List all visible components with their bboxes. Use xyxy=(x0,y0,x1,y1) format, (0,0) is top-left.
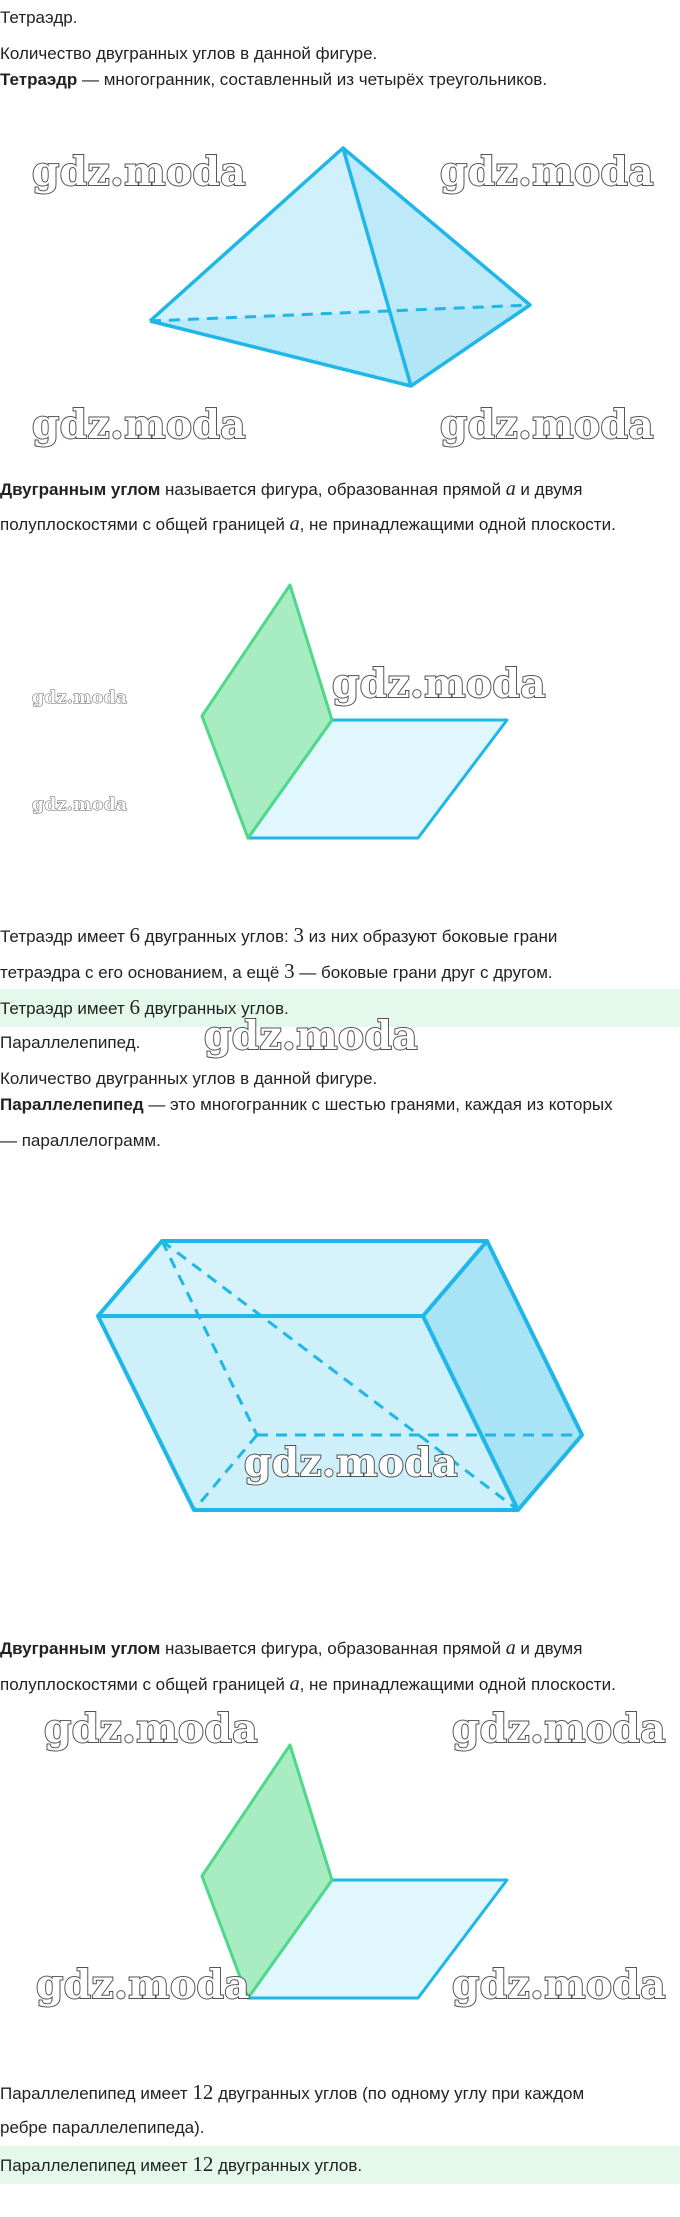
answer-text: двугранных углов (по одному углу при каждом xyxy=(213,2084,585,2103)
dihedral-text: называется фигура, образованная прямой xyxy=(160,480,506,499)
tetra-def-text: — многогранник, составленный из четырёх треугольников. xyxy=(77,70,548,89)
tetra-count-intro: Количество двугранных углов в данной фигуре. xyxy=(0,44,378,63)
watermark: gdz.moda xyxy=(32,795,128,815)
tetra-heading: Тетраэдр. xyxy=(0,8,78,27)
dihedral-text: , не принадлежащими одной плоскости. xyxy=(299,515,616,534)
number: 6 xyxy=(129,995,140,1019)
answer-text: — боковые грани друг с другом. xyxy=(294,963,553,982)
dihedral-angle-figure xyxy=(0,1706,680,2015)
number: 12 xyxy=(192,2080,214,2104)
number: 6 xyxy=(129,923,140,947)
dihedral-term: Двугранным углом xyxy=(0,480,161,499)
para-answer-line1 xyxy=(0,2074,680,2112)
var-a: a xyxy=(289,513,300,535)
answer-text: Параллелепипед имеет xyxy=(0,2084,193,2103)
result-text: Тетраэдр имеет xyxy=(0,999,130,1018)
para-heading: Параллелепипед. xyxy=(0,1033,141,1052)
dihedral-definition-line2 xyxy=(0,1666,680,1703)
watermark: gdz.moda xyxy=(440,402,655,448)
result-text: двугранных углов. xyxy=(213,2156,363,2175)
watermark: gdz.moda xyxy=(452,1706,667,1752)
para-result xyxy=(0,2146,680,2184)
tetrahedron-figure xyxy=(0,130,680,470)
watermark: gdz.moda xyxy=(452,1962,667,2008)
para-face-top xyxy=(98,1241,487,1316)
watermark: gdz.moda xyxy=(332,661,547,707)
number: 3 xyxy=(284,959,295,983)
watermark: gdz.moda xyxy=(36,1962,251,2008)
watermark: gdz.moda xyxy=(44,1706,259,1752)
dihedral-text: полуплоскостями с общей границей xyxy=(0,1675,290,1694)
watermark: gdz.moda xyxy=(32,149,247,195)
answer-text: из них образуют боковые грани xyxy=(303,927,558,946)
answer-text: тетраэдра с его основанием, а ещё xyxy=(0,963,285,982)
result-text: двугранных углов. xyxy=(139,999,289,1018)
dihedral-text: полуплоскостями с общей границей xyxy=(0,515,290,534)
dihedral-text: , не принадлежащими одной плоскости. xyxy=(299,1675,616,1694)
watermark: gdz.moda xyxy=(244,1440,459,1486)
dihedral-text: называется фигура, образованная прямой xyxy=(160,1639,506,1658)
dihedral-term: Двугранным углом xyxy=(0,1639,161,1658)
result-text: Параллелепипед имеет xyxy=(0,2156,193,2175)
watermark: gdz.moda xyxy=(32,688,128,708)
para-definition-line1 xyxy=(0,1087,680,1123)
watermark: gdz.moda xyxy=(32,402,247,448)
var-a: a xyxy=(505,478,516,500)
tetra-definition xyxy=(0,62,680,98)
tetra-answer-line2 xyxy=(0,953,680,991)
dihedral-definition-line2 xyxy=(0,506,680,543)
dihedral-text: и двумя xyxy=(515,1639,583,1658)
answer-text: двугранных углов: xyxy=(139,927,294,946)
watermark: gdz.moda xyxy=(440,149,655,195)
answer-text: Тетраэдр имеет xyxy=(0,927,130,946)
para-answer-line2: ребре параллелепипеда). xyxy=(0,2118,205,2137)
para-count-intro: Количество двугранных углов в данной фигуре. xyxy=(0,1069,378,1088)
parallelepiped-figure xyxy=(0,1220,680,1540)
number: 12 xyxy=(192,2152,214,2176)
watermark: gdz.moda xyxy=(204,1013,419,1059)
dihedral-text: и двумя xyxy=(515,480,583,499)
var-a: a xyxy=(505,1637,516,1659)
para-def-text: — это многогранник с шестью гранями, каждая из которых xyxy=(143,1095,613,1114)
dihedral-definition-line1 xyxy=(0,1630,680,1667)
tetra-answer-line1 xyxy=(0,917,680,955)
dihedral-angle-figure xyxy=(0,570,680,870)
tetra-def-term: Тетраэдр xyxy=(0,70,78,89)
para-definition-line2: — параллелограмм. xyxy=(0,1131,161,1150)
dihedral-definition-line1 xyxy=(0,471,680,508)
para-def-term: Параллелепипед xyxy=(0,1095,144,1114)
number: 3 xyxy=(293,923,304,947)
var-a: a xyxy=(289,1673,300,1695)
